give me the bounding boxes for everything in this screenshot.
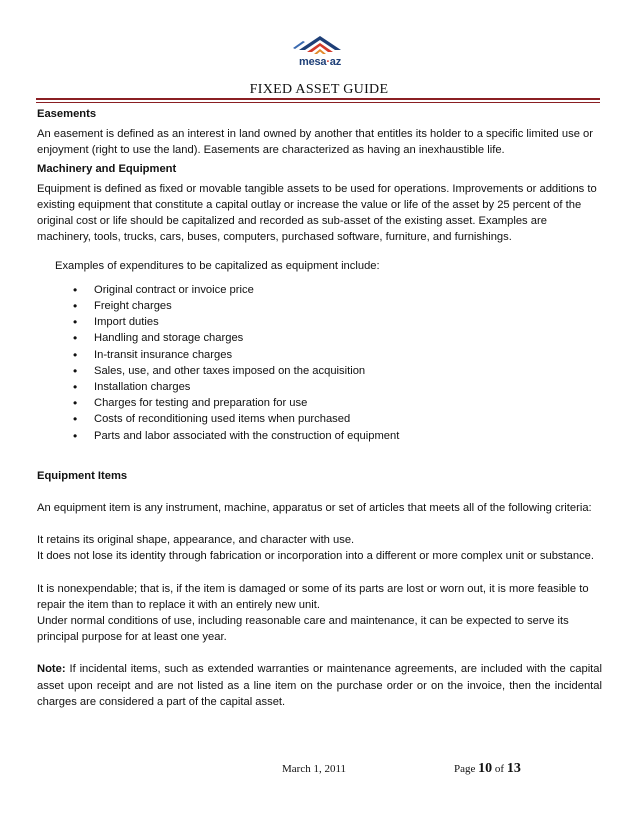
list-item: • Costs of reconditioning used items when purchased bbox=[73, 411, 602, 427]
examples-intro: Examples of expenditures to be capitalized as equipment include: bbox=[55, 259, 380, 272]
current-page: 10 bbox=[478, 761, 493, 776]
note-paragraph bbox=[37, 661, 602, 710]
machinery-paragraph: Equipment is defined as fixed or movable tangible assets to be used for operations. Improvements or additions to existing equipment that constitute a capital outlay or increase the value or life of the asset by 25 percent of the original cost or life should be capitalized and recorded as sub-asset of the existing asset. Examples are machinery, tools, trucks, cars, buses, computers, purchased software, furniture, and furnishings. bbox=[37, 182, 597, 244]
footer-page-number: Page 10 of 13 bbox=[454, 761, 521, 776]
easements-paragraph: An easement is defined as an interest in land owned by another that entitles its holder to a specific limited use or enjoyment (right to use the land). Easements are characterized as having an inexhaustible life. bbox=[37, 128, 593, 157]
header-rule-thin bbox=[36, 102, 600, 103]
criteria-1b: It does not lose its identity through fabrication or incorporation into a different or more complex unit or substance. bbox=[37, 550, 594, 563]
document-body bbox=[37, 106, 602, 710]
list-item: • In-transit insurance charges bbox=[73, 347, 602, 363]
note-label: Note: bbox=[37, 663, 66, 676]
criteria-2a: It is nonexpendable; that is, if the item is damaged or some of its parts are lost or worn out, it is more feasible to repair the item than to replace it with an entirely new unit. bbox=[37, 582, 589, 611]
note-body: If incidental items, such as extended warranties or maintenance agreements, are included with the capital asset upon receipt and are not listed as a line item on the purchase order or on the invoice, then the incidental charges are considered a part of the capital asset. bbox=[37, 663, 602, 708]
list-item: • Original contract or invoice price bbox=[73, 282, 602, 298]
list-item: • Installation charges bbox=[73, 379, 602, 395]
footer-date: March 1, 2011 bbox=[282, 763, 347, 775]
list-item: • Import duties bbox=[73, 314, 602, 330]
equipment-items-intro: An equipment item is any instrument, machine, apparatus or set of articles that meets all of the following criteria: bbox=[37, 502, 592, 515]
logo-wordmark: mesa·az bbox=[298, 56, 342, 68]
easements-heading: Easements bbox=[37, 108, 97, 120]
mesa-az-logo bbox=[285, 30, 355, 70]
machinery-heading: Machinery and Equipment bbox=[37, 162, 177, 175]
page-title: FIXED ASSET GUIDE bbox=[249, 82, 389, 97]
list-item: • Freight charges bbox=[73, 298, 602, 314]
equipment-items-heading: Equipment Items bbox=[37, 469, 128, 482]
roof-stripes-icon bbox=[285, 30, 355, 58]
examples-list bbox=[37, 282, 602, 444]
total-pages: 13 bbox=[506, 761, 521, 776]
list-item: • Handling and storage charges bbox=[73, 330, 602, 346]
list-item: • Parts and labor associated with the construction of equipment bbox=[73, 428, 602, 444]
list-item: • Sales, use, and other taxes imposed on the acquisition bbox=[73, 363, 602, 379]
criteria-1a: It retains its original shape, appearance, and character with use. bbox=[37, 534, 355, 547]
criteria-2b: Under normal conditions of use, including reasonable care and maintenance, it can be expected to serve its principal purpose for at least one year. bbox=[37, 615, 569, 644]
list-item: • Charges for testing and preparation for use bbox=[73, 395, 602, 411]
header-rule bbox=[36, 98, 600, 100]
